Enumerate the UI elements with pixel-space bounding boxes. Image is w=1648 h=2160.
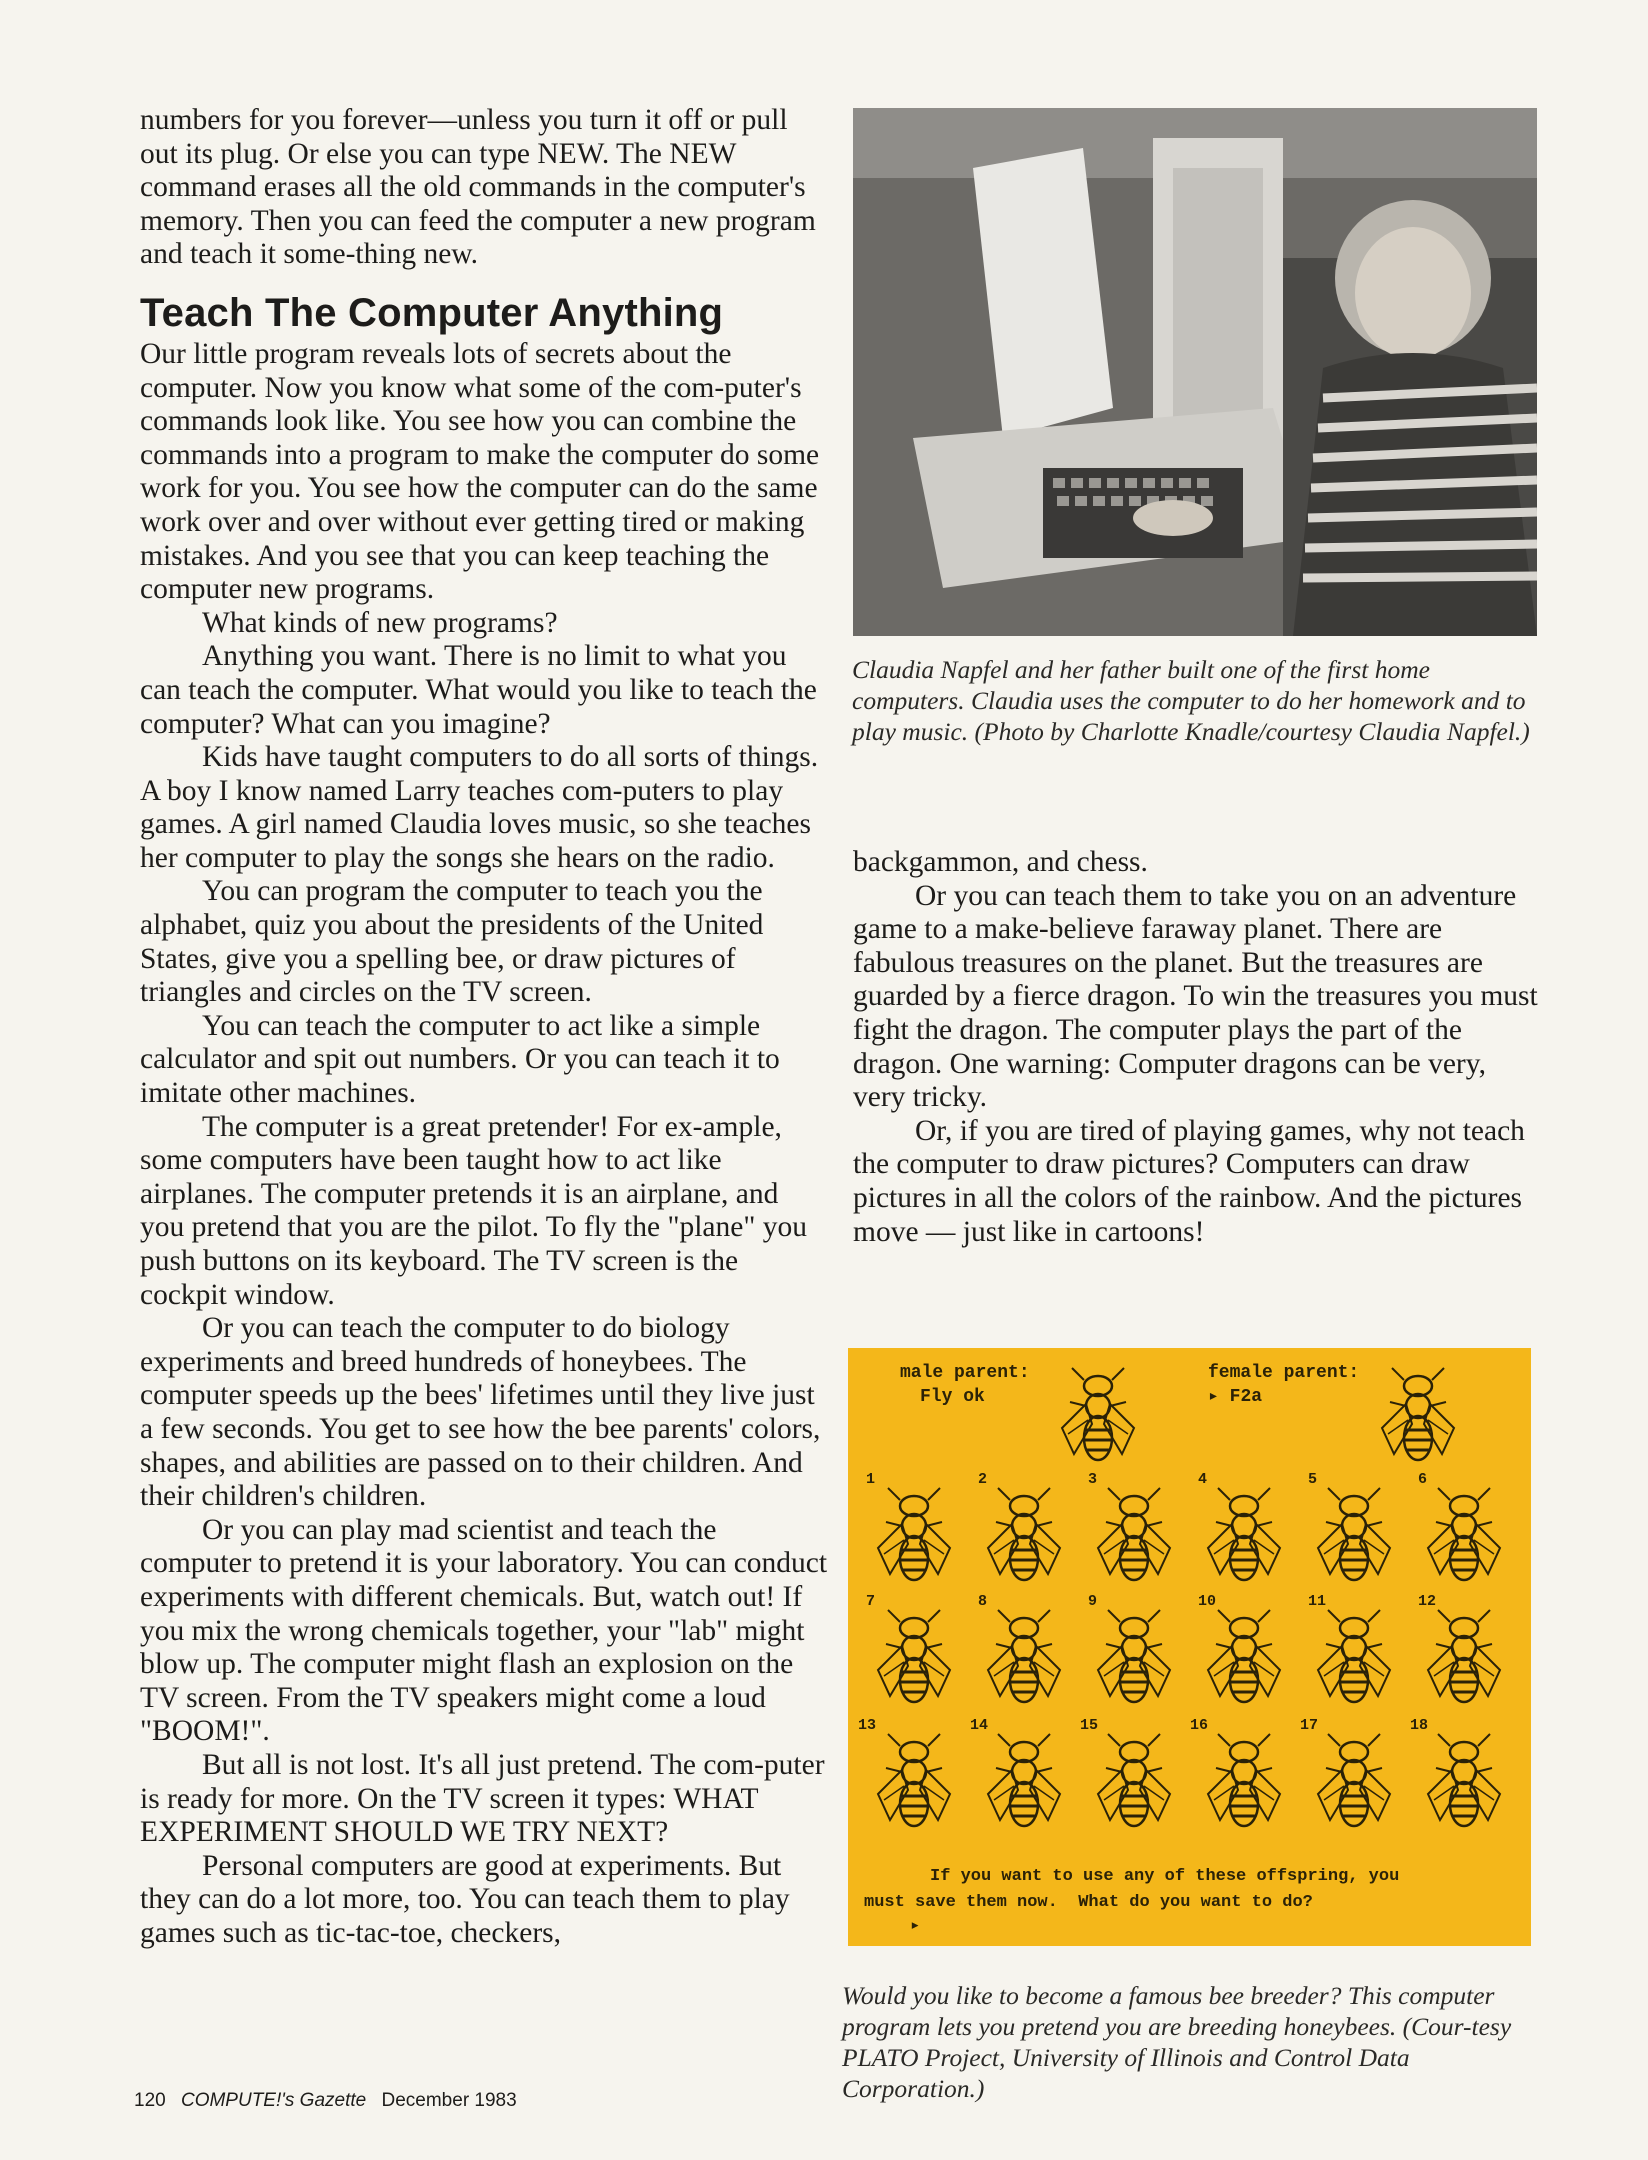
right-paragraph-3: Or, if you are tired of playing games, why not teach the computer to draw pictures? Computers can draw pictures in all the colors of the rainbow. And the pictures move — just like in cartoons! (853, 1114, 1525, 1248)
offspring-bee[interactable] (864, 1482, 964, 1592)
offspring-bee[interactable] (974, 1604, 1074, 1714)
offspring-number: 11 (1308, 1593, 1327, 1610)
offspring-number: 9 (1088, 1593, 1098, 1610)
bee-icon (974, 1728, 1074, 1838)
photo-caption: Claudia Napfel and her father built one of the first home computers. Claudia uses the computer to do her homework and to play music. (Photo by Charlotte Knadle/courtesy Claudia Napfel.) (852, 655, 1530, 746)
male-parent-label: male parent: (900, 1363, 1030, 1383)
left-column (140, 104, 830, 1950)
prompt-line-1: If you want to use any of these offspring, you (930, 1867, 1400, 1886)
female-parent-value: ▸ F2a (1208, 1387, 1263, 1407)
bee-icon (1414, 1728, 1514, 1838)
body-paragraph-4: Kids have taught computers to do all sorts of things. A boy I know named Larry teaches com-puters to play games. A girl named Claudia loves music, so she teaches her computer to play the songs she hears on the radio. (140, 741, 819, 874)
prompt-line-2: must save them now. What do you want to do? (864, 1893, 1313, 1912)
offspring-number: 15 (1080, 1717, 1099, 1734)
offspring-bee[interactable] (1304, 1728, 1404, 1838)
publication-name: COMPUTE!'s Gazette (180, 2090, 367, 2111)
offspring-bee[interactable] (1084, 1482, 1184, 1592)
photo-girl-with-terminal (853, 108, 1537, 636)
body-paragraph-9: Or you can play mad scientist and teach the computer to pretend it is your laboratory. You can conduct experiments with different chemicals. But, watch out! If you mix the wrong chemicals together, your "lab" might blow up. The computer might flash an explosion on the TV screen. From the TV speakers might come a loud "BOOM!". (140, 1513, 828, 1748)
offspring-bee[interactable] (1084, 1728, 1184, 1838)
bee-icon (864, 1604, 964, 1714)
section-heading: Teach The Computer Anything (140, 290, 724, 335)
offspring-number: 4 (1198, 1471, 1208, 1488)
body-paragraph-2: What kinds of new programs? (202, 606, 558, 639)
intro-paragraph: numbers for you forever—unless you turn it off or pull out its plug. Or else you can type NEW. The NEW command erases all the old commands in the computer's memory. Then you can feed the computer a new program and teach it some-thing new. (140, 104, 816, 271)
offspring-number: 7 (866, 1593, 876, 1610)
right-paragraph-2: Or you can teach them to take you on an adventure game to a make-believe faraway planet. There are fabulous treasures on the planet. But the treasures are guarded by a fierce dragon. To win the treasures you must fight the dragon. The computer plays the part of the dragon. One warning: Computer dragons can be very, very tricky. (853, 879, 1538, 1114)
offspring-number: 3 (1088, 1471, 1098, 1488)
bee-caption: Would you like to become a famous bee breeder? This computer program lets you pretend you are breeding honeybees. (Cour-tesy PLATO Project, University of Illinois and Control Data Corporation.) (842, 1981, 1512, 2103)
bee-icon (864, 1482, 964, 1592)
right-column (853, 846, 1543, 1249)
bee-breeding-screen (848, 1348, 1531, 1946)
photo-illustration (853, 108, 1537, 636)
page-number: 120 (134, 2090, 166, 2111)
offspring-number: 10 (1198, 1593, 1217, 1610)
offspring-number: 12 (1418, 1593, 1437, 1610)
bee-icon (1084, 1604, 1184, 1714)
body-paragraph-11: Personal computers are good at experiments. But they can do a lot more, too. You can teach them to play games such as tic-tac-toe, checkers, (140, 1849, 790, 1949)
bee-icon (974, 1482, 1074, 1592)
offspring-number: 13 (858, 1717, 877, 1734)
page-footer (134, 2090, 517, 2112)
offspring-number: 1 (866, 1471, 876, 1488)
body-paragraph-6: You can teach the computer to act like a simple calculator and spit out numbers. Or you can teach it to imitate other machines. (140, 1009, 780, 1110)
bee-icon (1368, 1362, 1468, 1472)
offspring-bee[interactable] (864, 1604, 964, 1714)
male-parent-value: Fly ok (920, 1387, 985, 1407)
offspring-bee[interactable] (864, 1728, 964, 1838)
offspring-number: 18 (1410, 1717, 1429, 1734)
offspring-bee[interactable] (974, 1728, 1074, 1838)
offspring-number: 5 (1308, 1471, 1318, 1488)
prompt-cursor[interactable]: ▸ (910, 1917, 921, 1936)
body-paragraph-7: The computer is a great pretender! For ex-ample, some computers have been taught how to act like airplanes. The computer pretends it is an airplane, and you pretend that you are the pilot. To fly the "plane" you push buttons on its keyboard. The TV screen is the cockpit window. (140, 1110, 808, 1311)
bee-icon (1084, 1482, 1184, 1592)
offspring-number: 16 (1190, 1717, 1209, 1734)
offspring-bee[interactable] (974, 1482, 1074, 1592)
body-paragraph-3: Anything you want. There is no limit to what you can teach the computer. What would you like to teach the computer? What can you imagine? (140, 640, 817, 740)
right-paragraph-1: backgammon, and chess. (853, 846, 1148, 878)
offspring-bee[interactable] (1414, 1728, 1514, 1838)
body-paragraph-5: You can program the computer to teach you the alphabet, quiz you about the presidents of the United States, give you a spelling bee, or draw pictures of triangles and circles on the TV screen. (140, 875, 764, 1009)
offspring-bee[interactable] (1414, 1482, 1514, 1592)
body-paragraph-10: But all is not lost. It's all just pretend. The com-puter is ready for more. On the TV screen it types: WHAT EXPERIMENT SHOULD WE TRY NEXT? (140, 1748, 825, 1849)
offspring-number: 17 (1300, 1717, 1319, 1734)
bee-icon (1194, 1482, 1294, 1592)
offspring-bee[interactable] (1194, 1482, 1294, 1592)
offspring-number: 6 (1418, 1471, 1428, 1488)
offspring-number: 8 (978, 1593, 988, 1610)
bee-icon (1084, 1728, 1184, 1838)
offspring-bee[interactable] (1414, 1604, 1514, 1714)
bee-icon (1414, 1604, 1514, 1714)
offspring-bee[interactable] (1304, 1604, 1404, 1714)
bee-icon (1304, 1728, 1404, 1838)
bee-icon (864, 1728, 964, 1838)
bee-icon (1194, 1604, 1294, 1714)
offspring-number: 2 (978, 1471, 988, 1488)
bee-icon (1304, 1482, 1404, 1592)
body-paragraph-8: Or you can teach the computer to do biology experiments and breed hundreds of honeybees. The computer speeds up the bees' lifetimes until they live just a few seconds. You get to see how the bee parents' colors, shapes, and abilities are passed on to their children. And their children's children. (140, 1312, 821, 1513)
offspring-number: 14 (970, 1717, 989, 1734)
bee-icon (1048, 1362, 1148, 1472)
offspring-bee[interactable] (1304, 1482, 1404, 1592)
body-paragraph-1: Our little program reveals lots of secrets about the computer. Now you know what some of the com-puter's commands look like. You see how you can combine the commands into a program to make the computer do some work for you. You see how the computer can do the same work over and over without ever getting tired or making mistakes. And you see that you can keep teaching the computer new programs. (140, 337, 820, 606)
male-parent-bee (1048, 1362, 1148, 1472)
bee-icon (1414, 1482, 1514, 1592)
bee-icon (974, 1604, 1074, 1714)
offspring-bee[interactable] (1194, 1604, 1294, 1714)
female-parent-label: female parent: (1208, 1363, 1360, 1383)
bee-icon (1304, 1604, 1404, 1714)
offspring-bee[interactable] (1084, 1604, 1184, 1714)
offspring-bee[interactable] (1194, 1728, 1294, 1838)
bee-icon (1194, 1728, 1294, 1838)
female-parent-bee (1368, 1362, 1468, 1472)
issue-date: December 1983 (381, 2090, 517, 2111)
